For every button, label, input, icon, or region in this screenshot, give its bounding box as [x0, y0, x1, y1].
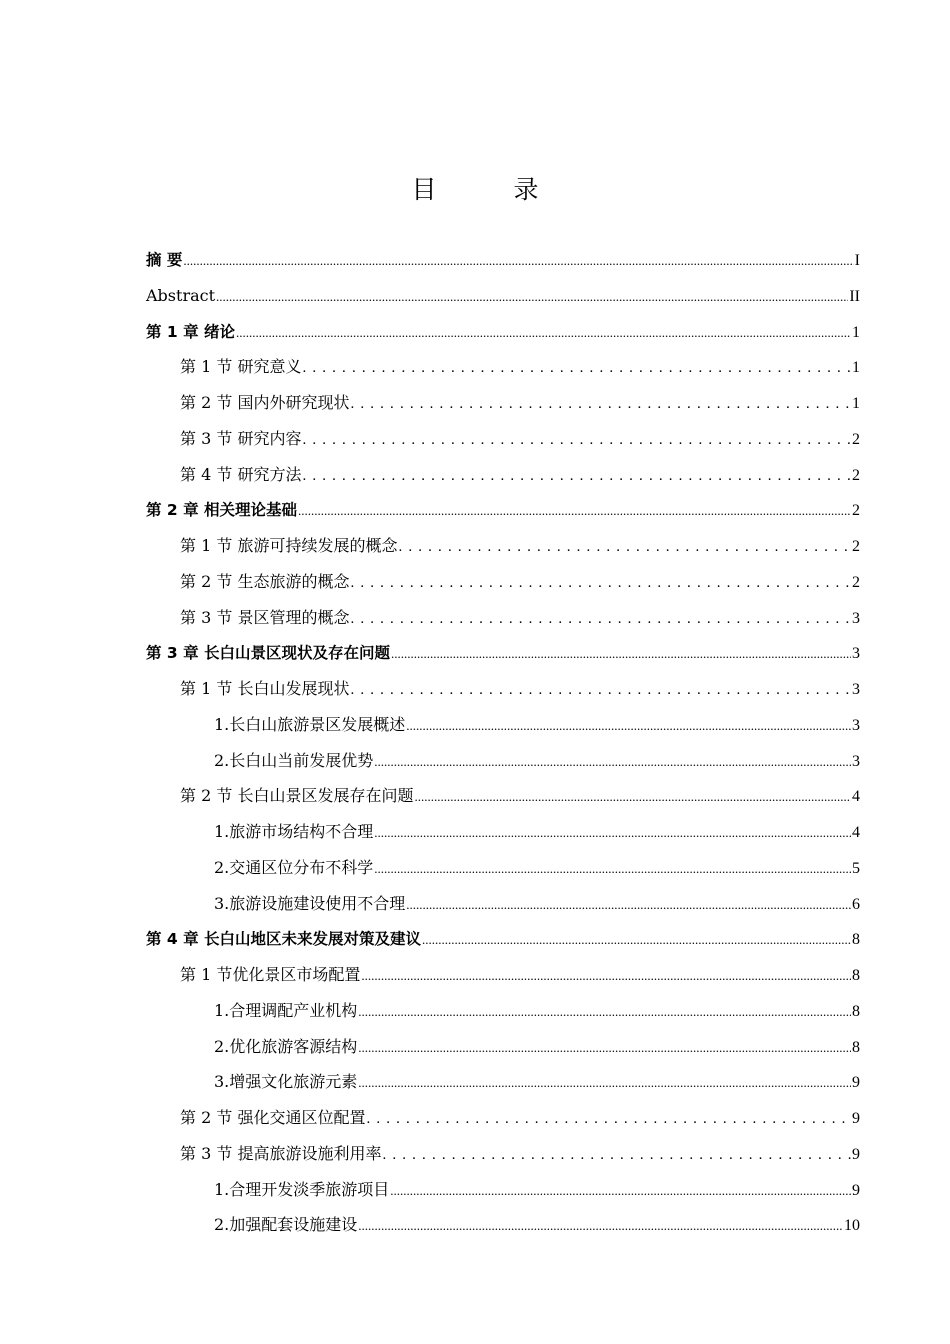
toc-entry-page-number: 8 — [852, 1002, 860, 1020]
dot-leader — [358, 999, 851, 1024]
toc-entry-label: 第 1 节 研究意义 — [180, 357, 302, 377]
toc-entry-page-number: 3 — [852, 645, 860, 663]
toc-entry-label: 第 2 节 强化交通区位配置 — [180, 1108, 366, 1127]
toc-entry[interactable] — [146, 248, 860, 284]
toc-entry-label: 2.交通区位分布不科学 — [214, 857, 374, 877]
toc-entry[interactable] — [146, 320, 860, 356]
toc-entry-page-number: 9 — [852, 1181, 860, 1199]
toc-entry[interactable] — [146, 1106, 860, 1142]
dot-leader — [350, 391, 851, 416]
toc-entry-label: 第 4 节 研究方法 — [180, 464, 302, 484]
toc-entry[interactable] — [146, 1142, 860, 1178]
toc-entry[interactable] — [146, 1035, 860, 1071]
toc-entry[interactable] — [146, 1070, 860, 1106]
dot-leader — [358, 1070, 851, 1095]
toc-entry-page-number: 2 — [852, 573, 860, 591]
toc-entry-page-number: 2 — [852, 430, 860, 448]
toc-entry[interactable] — [146, 534, 860, 570]
toc-entry-label: 1.合理开发淡季旅游项目 — [214, 1179, 390, 1199]
dot-leader — [406, 892, 851, 917]
toc-entry-label: 2.加强配套设施建设 — [214, 1215, 358, 1235]
dot-leader — [302, 355, 851, 380]
toc-entry-page-number: II — [849, 287, 860, 305]
dot-leader — [216, 284, 848, 309]
toc-entry-label: 3.旅游设施建设使用不合理 — [214, 893, 406, 913]
toc-entry-label: 1.长白山旅游景区发展概述 — [214, 714, 406, 734]
toc-entry-label: 第 3 节 景区管理的概念 — [180, 607, 350, 627]
table-of-contents — [146, 248, 860, 1249]
toc-entry-label: 第 1 节优化景区市场配置 — [180, 965, 361, 984]
toc-entry[interactable] — [146, 963, 860, 999]
toc-entry[interactable] — [146, 1213, 860, 1249]
toc-entry-label: 摘 要 — [146, 251, 183, 269]
toc-entry[interactable] — [146, 284, 860, 320]
toc-entry-page-number: 1 — [852, 395, 860, 412]
dot-leader — [374, 820, 851, 845]
dot-leader — [298, 498, 851, 523]
toc-entry[interactable] — [146, 820, 860, 856]
toc-entry-label: 第 1 节 长白山发展现状 — [180, 679, 350, 698]
toc-entry-label: Abstract — [146, 285, 216, 305]
toc-entry[interactable] — [146, 498, 860, 534]
toc-entry-label: 2.长白山当前发展优势 — [214, 750, 374, 770]
toc-entry-page-number: 9 — [852, 1074, 860, 1092]
dot-leader — [366, 1106, 851, 1131]
toc-entry-label: 第 2 节 生态旅游的概念 — [180, 571, 350, 591]
dot-leader — [390, 1178, 851, 1203]
toc-entry-label: 第 2 章 相关理论基础 — [146, 501, 297, 520]
toc-entry-page-number: 3 — [852, 752, 860, 770]
toc-entry-page-number: 4 — [852, 824, 860, 841]
toc-entry[interactable] — [146, 892, 860, 928]
toc-entry-page-number: 8 — [852, 967, 860, 984]
dot-leader — [374, 749, 851, 774]
toc-entry-label: 2.优化旅游客源结构 — [214, 1036, 358, 1056]
dot-leader — [350, 570, 851, 595]
toc-entry-label: 第 1 节 旅游可持续发展的概念 — [180, 536, 398, 555]
toc-entry-page-number: 2 — [852, 538, 860, 555]
toc-entry-label: 第 3 章 长白山景区现状及存在问题 — [146, 644, 390, 663]
toc-entry[interactable] — [146, 999, 860, 1035]
dot-leader — [382, 1142, 851, 1167]
toc-entry[interactable] — [146, 749, 860, 785]
toc-entry-page-number: 6 — [852, 895, 860, 913]
dot-leader — [358, 1213, 843, 1238]
toc-entry[interactable] — [146, 784, 860, 820]
toc-entry-page-number: 8 — [852, 931, 860, 949]
toc-entry-page-number: 5 — [852, 859, 860, 877]
dot-leader — [361, 963, 851, 988]
toc-entry-page-number: 8 — [852, 1038, 860, 1056]
toc-entry-label: 3.增强文化旅游元素 — [214, 1072, 358, 1092]
toc-entry-page-number: 2 — [852, 502, 860, 520]
toc-entry[interactable] — [146, 570, 860, 606]
toc-entry-label: 第 2 节 国内外研究现状 — [180, 393, 350, 412]
toc-entry-label: 1.合理调配产业机构 — [214, 1000, 358, 1020]
toc-entry-page-number: 3 — [852, 681, 860, 698]
toc-entry-page-number: 4 — [852, 788, 860, 806]
toc-entry-label: 第 1 章 绪论 — [146, 322, 235, 341]
toc-entry[interactable] — [146, 463, 860, 499]
dot-leader — [350, 606, 851, 631]
toc-entry[interactable] — [146, 713, 860, 749]
toc-entry-page-number: 9 — [852, 1145, 860, 1163]
toc-entry-label: 1.旅游市场结构不合理 — [214, 822, 374, 841]
toc-entry[interactable] — [146, 391, 860, 427]
toc-entry-label: 第 3 节 提高旅游设施利用率 — [180, 1143, 382, 1163]
dot-leader — [398, 534, 851, 559]
toc-entry[interactable] — [146, 427, 860, 463]
dot-leader — [422, 927, 851, 952]
dot-leader — [236, 320, 851, 345]
dot-leader — [350, 677, 851, 702]
dot-leader — [391, 641, 851, 666]
toc-entry-label: 第 3 节 研究内容 — [180, 428, 302, 448]
toc-entry-page-number: 10 — [844, 1217, 860, 1235]
toc-entry[interactable] — [146, 355, 860, 391]
dot-leader — [358, 1035, 851, 1060]
toc-entry[interactable] — [146, 927, 860, 963]
dot-leader — [406, 713, 851, 738]
toc-entry[interactable] — [146, 606, 860, 642]
toc-entry[interactable] — [146, 677, 860, 713]
toc-entry-page-number: 2 — [852, 466, 860, 484]
dot-leader — [302, 427, 851, 452]
toc-entry-label: 第 2 节 长白山景区发展存在问题 — [180, 786, 414, 806]
toc-entry-page-number: 9 — [852, 1110, 860, 1127]
toc-entry-page-number: 1 — [852, 359, 860, 377]
dot-leader — [183, 248, 853, 273]
toc-title: 目 录 — [411, 175, 565, 204]
toc-entry-page-number: 3 — [852, 609, 860, 627]
toc-entry-page-number: 1 — [852, 323, 860, 341]
toc-entry[interactable] — [146, 641, 860, 677]
toc-entry-page-number: 3 — [852, 716, 860, 734]
toc-entry-page-number: I — [854, 252, 860, 269]
dot-leader — [374, 856, 851, 881]
dot-leader — [302, 463, 851, 488]
toc-entry-label: 第 4 章 长白山地区未来发展对策及建议 — [146, 930, 421, 949]
toc-entry[interactable] — [146, 856, 860, 892]
toc-entry[interactable] — [146, 1178, 860, 1214]
dot-leader — [414, 784, 851, 809]
